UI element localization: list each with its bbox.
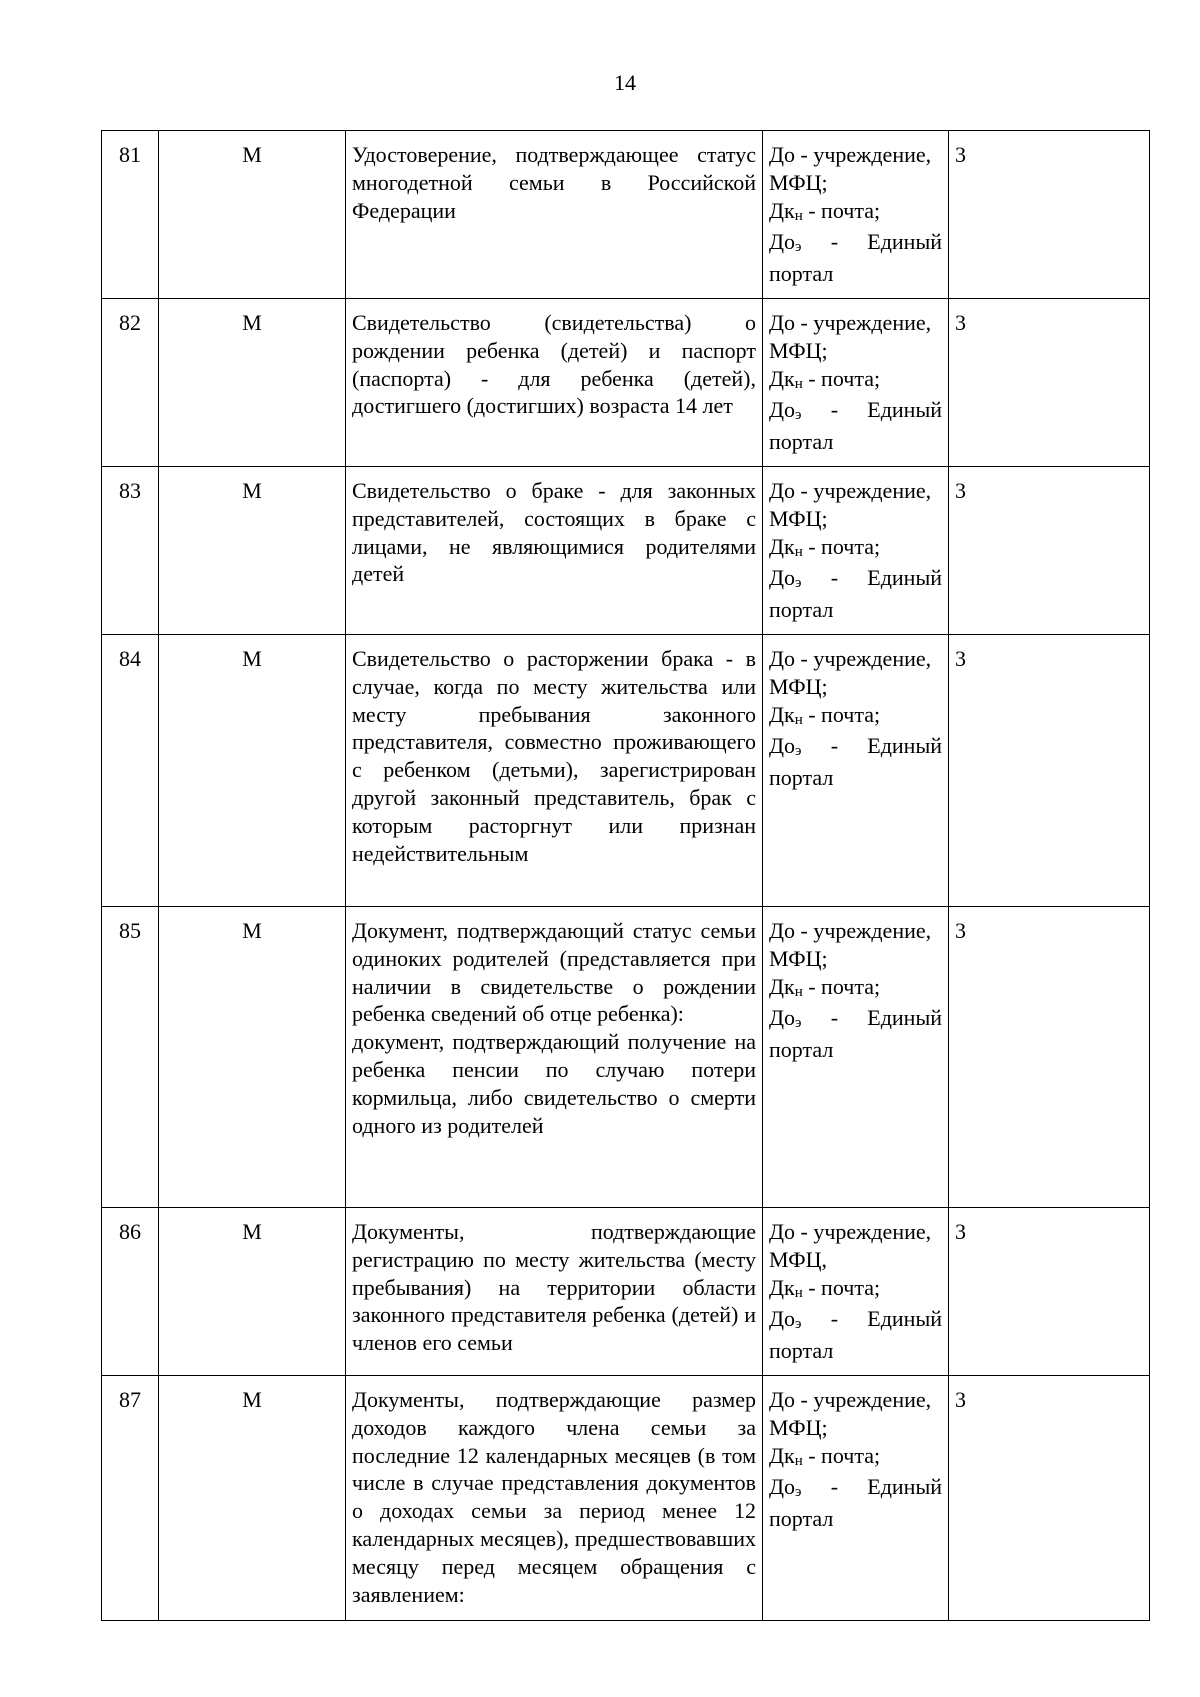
receipt-line: МФЦ; <box>769 337 828 363</box>
receipt-line: МФЦ; <box>769 1414 828 1440</box>
receipt-line: $До_э$ - Единый <box>769 1306 942 1333</box>
table-row <box>102 1375 1150 1620</box>
table-row <box>102 298 1150 466</box>
documents-table <box>101 130 1150 1621</box>
table-row <box>102 634 1150 906</box>
receipt-line: До - учреждение, <box>769 309 932 335</box>
row-code: 3 <box>949 1375 1150 1620</box>
receipt-line: МФЦ, <box>769 1246 828 1272</box>
row-receipt-method <box>763 634 949 906</box>
receipt-line: $До_э$ - Единый <box>769 565 942 592</box>
receipt-line: портал <box>769 1037 834 1063</box>
receipt-line: портал <box>769 1338 834 1364</box>
row-description <box>346 634 763 906</box>
row-receipt-method <box>763 906 949 1207</box>
page-number: 14 <box>614 70 636 95</box>
row-number: 87 <box>102 1375 159 1620</box>
receipt-line: МФЦ; <box>769 945 828 971</box>
receipt-line: портал <box>769 429 834 455</box>
row-type: М <box>159 1207 346 1375</box>
description-text: Свидетельство о браке - для законных представителей, состоящих в браке с лицами, не являющимися родителями детей <box>352 477 756 587</box>
row-type: М <box>159 1375 346 1620</box>
row-number: 81 <box>102 131 159 299</box>
row-description <box>346 466 763 634</box>
table-row <box>102 466 1150 634</box>
receipt-line: МФЦ; <box>769 505 828 531</box>
receipt-line: До - учреждение, <box>769 1386 932 1412</box>
receipt-line: портал <box>769 765 834 791</box>
table-row <box>102 1207 1150 1375</box>
row-type: М <box>159 906 346 1207</box>
receipt-line: До - учреждение, <box>769 477 932 503</box>
description-text: Удостоверение, подтверждающее статус многодетной семьи в Российской Федерации <box>352 142 756 223</box>
row-type: М <box>159 298 346 466</box>
row-type: М <box>159 466 346 634</box>
receipt-line: портал <box>769 261 834 287</box>
row-receipt-method <box>763 1207 949 1375</box>
row-number: 85 <box>102 906 159 1207</box>
description-text: Документы, подтверждающие размер доходов каждого члена семьи за последние 12 календарных месяцев (в том числе в случае представления документов о доходах семьи за период менее 12 календарных месяцев), предшествовавших месяцу перед месяцем обращения с заявлением: <box>352 1386 756 1607</box>
receipt-line: До - учреждение, <box>769 1218 932 1244</box>
row-number: 86 <box>102 1207 159 1375</box>
row-description <box>346 1207 763 1375</box>
row-description <box>346 298 763 466</box>
row-number: 84 <box>102 634 159 906</box>
row-code: 3 <box>949 298 1150 466</box>
receipt-line: $Дк_н$ - почта; <box>769 1274 881 1301</box>
table-row <box>102 131 1150 299</box>
receipt-line: МФЦ; <box>769 673 828 699</box>
row-number: 82 <box>102 298 159 466</box>
row-code: 3 <box>949 466 1150 634</box>
table-row <box>102 906 1150 1207</box>
receipt-line: $До_э$ - Единый <box>769 229 942 256</box>
receipt-line: $Дк_н$ - почта; <box>769 701 881 728</box>
receipt-line: $Дк_н$ - почта; <box>769 197 881 224</box>
row-type: М <box>159 634 346 906</box>
row-code: 3 <box>949 131 1150 299</box>
receipt-line: $Дк_н$ - почта; <box>769 533 881 560</box>
description-text: Свидетельство о расторжении брака - в случае, когда по месту жительства или месту пребывания законного представителя, совместно проживающего с ребенком (детьми), зарегистрирован другой законный представитель, брак с которым расторгнут или признан недействительным <box>352 645 756 866</box>
receipt-line: $Дк_н$ - почта; <box>769 1442 881 1469</box>
row-description <box>346 906 763 1207</box>
description-text: Свидетельство (свидетельства) о рождении ребенка (детей) и паспорт (паспорта) - для ребенка (детей), достигшего (достигших) возраста 14 лет <box>352 309 756 419</box>
description-text-2: документ, подтверждающий получение на ребенка пенсии по случаю потери кормильца, либо свидетельство о смерти одного из родителей <box>352 1029 756 1138</box>
row-receipt-method <box>763 1375 949 1620</box>
row-description <box>346 1375 763 1620</box>
receipt-line: $До_э$ - Единый <box>769 733 942 760</box>
receipt-line: До - учреждение, <box>769 142 932 167</box>
receipt-line: $Дк_н$ - почта; <box>769 973 881 1000</box>
row-code: 3 <box>949 906 1150 1207</box>
row-code: 3 <box>949 1207 1150 1375</box>
receipt-line: До - учреждение, <box>769 917 932 943</box>
receipt-line: $До_э$ - Единый <box>769 1474 942 1501</box>
receipt-line: $До_э$ - Единый <box>769 1005 942 1032</box>
receipt-line: $Дк_н$ - почта; <box>769 365 881 392</box>
row-number: 83 <box>102 466 159 634</box>
receipt-line: портал <box>769 1506 834 1532</box>
receipt-line: МФЦ; <box>769 169 828 195</box>
row-code: 3 <box>949 634 1150 906</box>
row-receipt-method <box>763 466 949 634</box>
description-text: Документы, подтверждающие регистрацию по месту жительства (месту пребывания) на территории области законного представителя ребенка (детей) и членов его семьи <box>352 1218 756 1356</box>
receipt-line: До - учреждение, <box>769 645 932 671</box>
receipt-line: портал <box>769 597 834 623</box>
row-description <box>346 131 763 299</box>
row-receipt-method <box>763 298 949 466</box>
row-type: М <box>159 131 346 299</box>
receipt-line: $До_э$ - Единый <box>769 397 942 424</box>
row-receipt-method <box>763 131 949 299</box>
description-text: Документ, подтверждающий статус семьи одиноких родителей (представляется при наличии в свидетельстве о рождении ребенка сведений об отце ребенка): <box>352 917 756 1027</box>
